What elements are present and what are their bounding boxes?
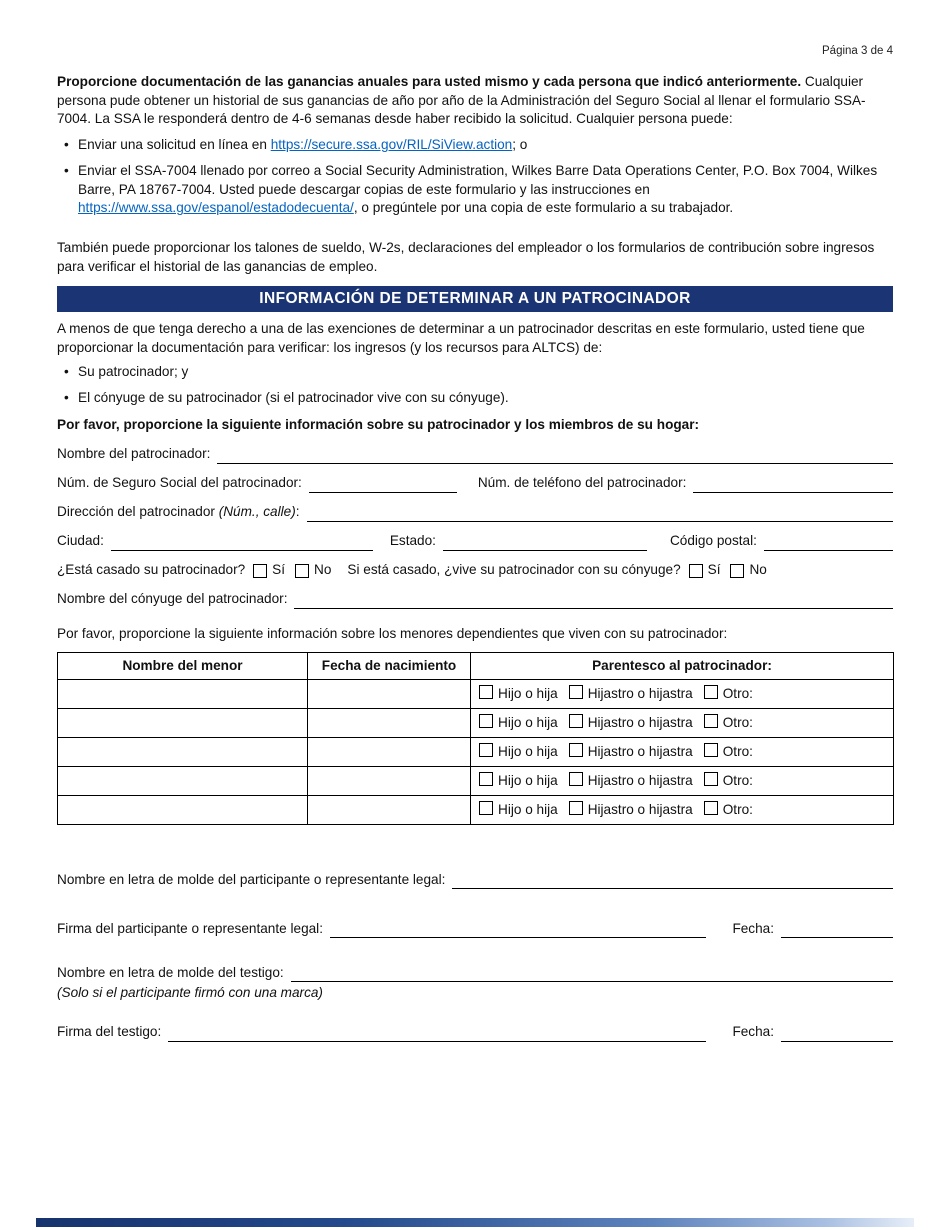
minor-dob-cell[interactable] (308, 738, 471, 767)
address-colon: : (295, 503, 300, 519)
child-checkbox[interactable] (479, 743, 493, 757)
city-field[interactable] (111, 535, 373, 551)
sponsor-married-row (57, 562, 893, 580)
ssa-espanol-link[interactable]: https://www.ssa.gov/espanol/estadodecuenta/ (78, 200, 354, 216)
child-option-label: Hijo o hija (498, 686, 558, 702)
minor-relationship-cell (471, 709, 894, 738)
child-checkbox[interactable] (479, 772, 493, 786)
child-option-label: Hijo o hija (498, 773, 558, 789)
stepchild-option-label: Hijastro o hijastra (587, 715, 693, 731)
lives-yes-checkbox[interactable] (689, 564, 703, 578)
participant-print-label: Nombre en letra de molde del participante o representante legal: (57, 871, 446, 887)
sponsor-ssn-field[interactable] (309, 477, 457, 493)
married-question: ¿Está casado su patrocinador? (57, 562, 246, 578)
child-option-label: Hijo o hija (498, 802, 558, 818)
minor-name-cell[interactable] (58, 709, 308, 738)
sponsor-spouse-name-row (57, 591, 893, 609)
participant-signature-label: Firma del participante o representante legal: (57, 920, 323, 936)
sponsor-name-label: Nombre del patrocinador: (57, 445, 211, 461)
spouse-name-field[interactable] (294, 593, 893, 609)
stepchild-option-label: Hijastro o hijastra (587, 686, 693, 702)
state-field[interactable] (443, 535, 647, 551)
header-relationship: Parentesco al patrocinador: (471, 653, 894, 680)
sponsor-address-field[interactable] (307, 506, 893, 522)
stepchild-checkbox[interactable] (569, 801, 583, 815)
other-checkbox[interactable] (704, 772, 718, 786)
minor-relationship-cell (471, 796, 894, 825)
provide-info-heading: Por favor, proporcione la siguiente información sobre su patrocinador y los miembros de su hogar: (57, 416, 700, 432)
lives-yes-label: Sí (707, 562, 721, 578)
participant-print-field[interactable] (452, 873, 893, 889)
other-option-label: Otro: (722, 773, 753, 789)
other-checkbox[interactable] (704, 743, 718, 757)
stepchild-checkbox[interactable] (569, 714, 583, 728)
lives-no-label: No (749, 562, 767, 578)
ssa-online-link[interactable]: https://secure.ssa.gov/RIL/SiView.action (270, 137, 513, 153)
participant-signature-row (57, 920, 893, 938)
other-checkbox[interactable] (704, 685, 718, 699)
lives-no-checkbox[interactable] (730, 564, 744, 578)
zip-field[interactable] (764, 535, 893, 551)
sponsor-name-field[interactable] (217, 448, 893, 464)
zip-label: Código postal: (669, 532, 757, 548)
other-option-label: Otro: (722, 802, 753, 818)
married-yes-label: Sí (272, 562, 285, 578)
sponsor-bullet-2: • El cónyuge de su patrocinador (si el patrocinador vive con su cónyuge). (57, 389, 893, 408)
minors-header-row (58, 653, 894, 680)
minor-name-cell[interactable] (58, 767, 308, 796)
bullet2-text: Enviar el SSA-7004 llenado por correo a Social Security Administration, Wilkes Barre Data Operations Center, P.O. Box 7004, Wilkes Barre, PA 18767-7004. Usted puede descargar copias de este formulario y las instrucciones en (78, 162, 878, 197)
sponsor-intro-paragraph: A menos de que tenga derecho a una de las exenciones de determinar a un patrocinador descritas en este formulario, usted tiene que proporcionar la documentación para verificar: los ingresos (y los recursos para ALTCS) de: (57, 320, 865, 355)
stepchild-checkbox[interactable] (569, 772, 583, 786)
child-checkbox[interactable] (479, 714, 493, 728)
child-option-label: Hijo o hija (498, 715, 558, 731)
sponsor-city-state-zip-row (57, 533, 893, 551)
witness-date-field[interactable] (781, 1026, 893, 1042)
witness-date-label: Fecha: (732, 1024, 774, 1040)
header-birth-date: Fecha de nacimiento (308, 653, 471, 680)
minor-name-cell[interactable] (58, 796, 308, 825)
minor-row (58, 738, 894, 767)
participant-date-field[interactable] (781, 922, 893, 938)
stepchild-checkbox[interactable] (569, 743, 583, 757)
sponsor-address-label (57, 503, 300, 522)
child-checkbox[interactable] (479, 685, 493, 699)
bullet1-text: Enviar una solicitud en línea en (78, 137, 271, 153)
married-no-label: No (314, 562, 332, 578)
earnings-lead-rest: Cualquier persona pude obtener un historial de sus ganancias de año por año de la Administración del Seguro Social al llenar el formulario SSA-7004. La SSA le responderá dentro de 4-6 semanas desde haber recibido la solicitud. Cualquier persona puede: (57, 73, 866, 127)
sponsor-phone-label: Núm. de teléfono del patrocinador: (477, 474, 687, 490)
minor-dob-cell[interactable] (308, 680, 471, 709)
minor-row (58, 680, 894, 709)
spouse-name-label: Nombre del cónyuge del patrocinador: (57, 590, 288, 606)
minor-row (58, 796, 894, 825)
bullet2-post: , o pregúntele por una copia de este formulario a su trabajador. (353, 200, 734, 216)
witness-signature-label: Firma del testigo: (57, 1024, 162, 1040)
minor-relationship-cell (471, 767, 894, 796)
minor-dob-cell[interactable] (308, 709, 471, 738)
header-minor-name: Nombre del menor (58, 653, 308, 680)
sponsor-address-row (57, 504, 893, 522)
earnings-lead-bold: Proporcione documentación de las ganancias anuales para usted mismo y cada persona que indicó anteriormente. (57, 73, 802, 89)
city-label: Ciudad: (57, 532, 104, 548)
earnings-bullet-online (57, 136, 893, 155)
footer-gradient-bar (36, 1218, 914, 1227)
sponsor-ssn-phone-row (57, 475, 893, 493)
witness-print-label: Nombre en letra de molde del testigo: (57, 964, 284, 980)
minor-dob-cell[interactable] (308, 767, 471, 796)
address-label-text: Dirección del patrocinador (57, 503, 219, 519)
other-checkbox[interactable] (704, 714, 718, 728)
address-hint: (Núm., calle) (218, 503, 296, 519)
witness-signature-row (57, 1024, 893, 1042)
witness-note: (Solo si el participante firmó con una marca) (57, 985, 323, 1001)
witness-signature-field[interactable] (168, 1026, 706, 1042)
stepchild-checkbox[interactable] (569, 685, 583, 699)
sponsor-ssn-label: Núm. de Seguro Social del patrocinador: (57, 474, 302, 490)
stepchild-option-label: Hijastro o hijastra (587, 802, 693, 818)
sponsor-bullet-1: • Su patrocinador; y (57, 363, 893, 382)
earnings-bullet-mail (57, 162, 893, 218)
stepchild-option-label: Hijastro o hijastra (587, 744, 693, 760)
section-title-banner: INFORMACIÓN DE DETERMINAR A UN PATROCINADOR (57, 286, 893, 312)
participant-signature-field[interactable] (330, 922, 706, 938)
minors-table (57, 652, 894, 825)
participant-print-row (57, 871, 893, 889)
participant-date-label: Fecha: (732, 920, 774, 936)
bullet1-post: ; o (512, 137, 528, 153)
stepchild-option-label: Hijastro o hijastra (587, 773, 693, 789)
minor-name-cell[interactable] (58, 680, 308, 709)
minor-relationship-cell (471, 680, 894, 709)
minor-row (58, 709, 894, 738)
minor-row (58, 767, 894, 796)
minor-name-cell[interactable] (58, 738, 308, 767)
other-option-label: Otro: (722, 686, 753, 702)
other-option-label: Otro: (722, 744, 753, 760)
sponsor-name-row (57, 446, 893, 464)
minor-dob-cell[interactable] (308, 796, 471, 825)
witness-print-field[interactable] (291, 966, 893, 982)
minor-relationship-cell (471, 738, 894, 767)
married-no-checkbox[interactable] (295, 564, 309, 578)
minors-intro-paragraph: Por favor, proporcione la siguiente información sobre los menores dependientes que viven con su patrocinador: (57, 625, 728, 641)
other-option-label: Otro: (722, 715, 753, 731)
state-label: Estado: (389, 532, 436, 548)
child-checkbox[interactable] (479, 801, 493, 815)
also-paragraph: También puede proporcionar los talones de sueldo, W-2s, declaraciones del empleador o los formularios de contribución sobre ingresos para verificar el historial de las ganancias de empleo. (57, 240, 875, 274)
child-option-label: Hijo o hija (498, 744, 558, 760)
earnings-paragraph (57, 73, 893, 129)
sponsor-phone-field[interactable] (693, 477, 893, 493)
page-number: Página 3 de 4 (822, 45, 893, 57)
witness-print-row (57, 964, 893, 982)
lives-with-spouse-question: Si está casado, ¿vive su patrocinador con su cónyuge? (347, 562, 681, 578)
married-yes-checkbox[interactable] (253, 564, 267, 578)
other-checkbox[interactable] (704, 801, 718, 815)
